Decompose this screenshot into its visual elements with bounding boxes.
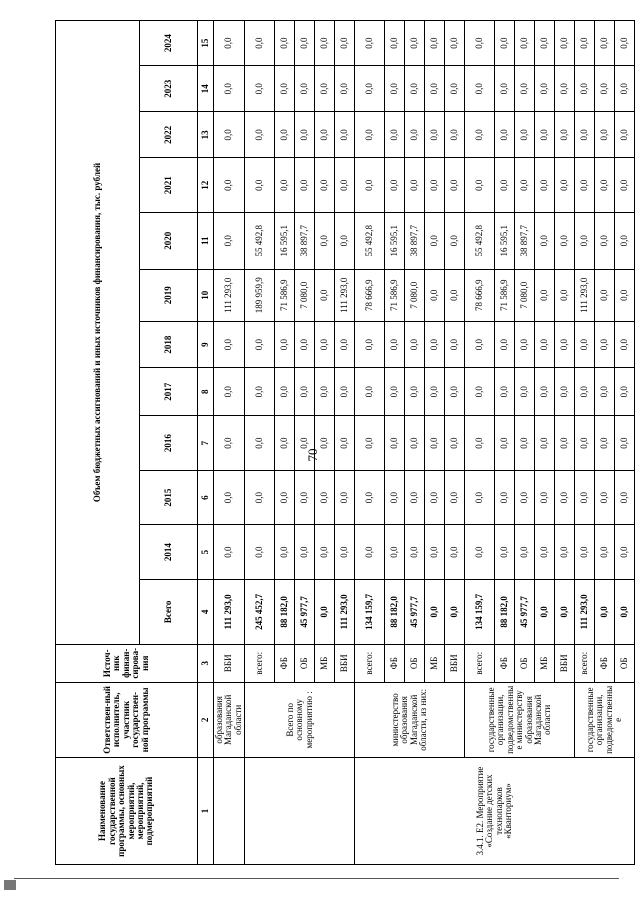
row-value-2018: 0,0 [385,322,405,368]
row-value-2021: 0,0 [575,158,595,213]
row-value-2018: 0,0 [615,322,635,368]
row-value-2021: 0,0 [315,158,335,213]
rotated-table-wrapper [55,20,635,865]
row-value-2016: 0,0 [555,416,575,471]
row-source: ФБ [385,644,405,682]
row-value-2015: 0,0 [445,470,465,525]
row-value-2024: 0,0 [515,21,535,66]
row-value-2016: 0,0 [425,416,445,471]
row-value-2014: 0,0 [245,525,275,580]
row-value-2019: 0,0 [445,269,465,321]
row-value-2023: 0,0 [575,66,595,112]
row-value-2019: 78 666,9 [355,269,385,321]
row-source: МБ [315,644,335,682]
row-value-2015: 0,0 [595,470,615,525]
row-value-2016: 0,0 [385,416,405,471]
row-value-2023: 0,0 [515,66,535,112]
row-value-2024: 0,0 [405,21,425,66]
row-value-2018: 0,0 [495,322,515,368]
row-source: ОБ [615,644,635,682]
row-value-2016: 0,0 [535,416,555,471]
row-value-2021: 0,0 [465,158,495,213]
row-value-2017: 0,0 [405,368,425,416]
row-value-2019: 111 293,0 [335,269,355,321]
row-value-2015: 0,0 [405,470,425,525]
row-value-2019: 7 080,0 [515,269,535,321]
row-value-2020: 0,0 [315,212,335,269]
header-total: Всего [140,579,198,644]
row-value-2018: 0,0 [535,322,555,368]
row-value-2020: 38 897,7 [295,212,315,269]
column-number: 15 [198,21,214,66]
row-value-2022: 0,0 [315,112,335,158]
row-value-2022: 0,0 [495,112,515,158]
row-value-2017: 0,0 [515,368,535,416]
row-value-2017: 0,0 [555,368,575,416]
row-value-2021: 0,0 [245,158,275,213]
row-value-2015: 0,0 [515,470,535,525]
row-value-2022: 0,0 [405,112,425,158]
row-source: ФБ [595,644,615,682]
row-value-2024: 0,0 [355,21,385,66]
column-number: 13 [198,112,214,158]
row-value-2020: 0,0 [575,212,595,269]
row-value-2024: 0,0 [315,21,335,66]
row-value-2024: 0,0 [615,21,635,66]
row-value-2022: 0,0 [214,112,245,158]
row-value-2014: 0,0 [555,525,575,580]
row-value-2019: 0,0 [615,269,635,321]
row-value-2016: 0,0 [595,416,615,471]
row-value-2022: 0,0 [275,112,295,158]
row-total: 45 977,7 [295,579,315,644]
row-value-2014: 0,0 [465,525,495,580]
row-value-2020: 55 492,8 [355,212,385,269]
row-value-2021: 0,0 [555,158,575,213]
row-value-2024: 0,0 [295,21,315,66]
row-executor: государственные организации, подведомственные [575,682,635,757]
row-value-2022: 0,0 [445,112,465,158]
row-executor: Всего по основному мероприятию : [245,682,355,757]
row-value-2017: 0,0 [425,368,445,416]
row-value-2017: 0,0 [575,368,595,416]
header-year-2016: 2016 [140,416,198,471]
scan-edge-line [14,878,619,879]
row-value-2014: 0,0 [214,525,245,580]
funding-table [55,20,635,865]
row-total: 45 977,7 [515,579,535,644]
row-value-2021: 0,0 [615,158,635,213]
row-value-2020: 0,0 [445,212,465,269]
row-total: 0,0 [615,579,635,644]
row-total: 45 977,7 [405,579,425,644]
row-value-2024: 0,0 [214,21,245,66]
row-value-2014: 0,0 [445,525,465,580]
row-value-2014: 0,0 [615,525,635,580]
row-value-2017: 0,0 [495,368,515,416]
column-number: 6 [198,470,214,525]
row-value-2021: 0,0 [445,158,465,213]
header-year-2015: 2015 [140,470,198,525]
row-value-2016: 0,0 [355,416,385,471]
row-value-2022: 0,0 [555,112,575,158]
row-value-2021: 0,0 [405,158,425,213]
header-year-2017: 2017 [140,368,198,416]
row-value-2019: 78 666,9 [465,269,495,321]
row-source: ВБИ [555,644,575,682]
row-total: 0,0 [445,579,465,644]
row-value-2020: 0,0 [214,212,245,269]
row-value-2024: 0,0 [495,21,515,66]
row-value-2017: 0,0 [445,368,465,416]
row-value-2024: 0,0 [465,21,495,66]
row-value-2019: 111 293,0 [575,269,595,321]
row-value-2016: 0,0 [275,416,295,471]
row-value-2023: 0,0 [214,66,245,112]
row-value-2023: 0,0 [275,66,295,112]
row-value-2015: 0,0 [355,470,385,525]
row-value-2020: 0,0 [615,212,635,269]
row-value-2023: 0,0 [555,66,575,112]
row-value-2024: 0,0 [425,21,445,66]
row-value-2016: 0,0 [495,416,515,471]
column-number: 14 [198,66,214,112]
row-value-2022: 0,0 [335,112,355,158]
column-number: 11 [198,212,214,269]
row-value-2017: 0,0 [295,368,315,416]
row-total: 134 159,7 [355,579,385,644]
row-total: 88 182,0 [275,579,295,644]
row-value-2017: 0,0 [355,368,385,416]
row-total: 111 293,0 [214,579,245,644]
row-value-2020: 0,0 [335,212,355,269]
row-value-2019: 111 293,0 [214,269,245,321]
header-funding-group: Объем бюджетных ассигнований и иных источников финансирования, тыс. рублей [56,21,140,645]
row-value-2018: 0,0 [275,322,295,368]
row-source: МБ [425,644,445,682]
column-number-row [198,21,214,865]
row-value-2016: 0,0 [335,416,355,471]
row-name [214,758,245,865]
row-value-2022: 0,0 [515,112,535,158]
row-value-2020: 16 595,1 [385,212,405,269]
row-value-2023: 0,0 [535,66,555,112]
row-value-2019: 0,0 [535,269,555,321]
column-number: 9 [198,322,214,368]
row-value-2017: 0,0 [595,368,615,416]
row-value-2015: 0,0 [295,470,315,525]
row-value-2015: 0,0 [425,470,445,525]
table-row [355,21,385,865]
row-value-2016: 0,0 [405,416,425,471]
row-value-2024: 0,0 [595,21,615,66]
row-value-2022: 0,0 [245,112,275,158]
row-value-2017: 0,0 [615,368,635,416]
row-value-2024: 0,0 [445,21,465,66]
header-executor: Ответствен-ный исполнитель, участник государствен-ной программы [56,682,198,757]
row-total: 134 159,7 [465,579,495,644]
row-name: 3.4.1. Е2. Мероприятие «Создание детских технопарков «Кванториум» [355,758,635,865]
row-value-2019: 7 080,0 [295,269,315,321]
row-source: всего: [355,644,385,682]
row-total: 0,0 [425,579,445,644]
row-value-2022: 0,0 [465,112,495,158]
row-value-2016: 0,0 [515,416,535,471]
row-value-2021: 0,0 [355,158,385,213]
row-source: всего: [465,644,495,682]
row-value-2024: 0,0 [275,21,295,66]
column-number: 12 [198,158,214,213]
row-value-2022: 0,0 [425,112,445,158]
row-value-2020: 0,0 [425,212,445,269]
row-source: ВБИ [445,644,465,682]
row-total: 0,0 [595,579,615,644]
row-value-2022: 0,0 [385,112,405,158]
row-total: 111 293,0 [335,579,355,644]
column-number: 8 [198,368,214,416]
row-value-2018: 0,0 [315,322,335,368]
row-value-2022: 0,0 [295,112,315,158]
row-value-2023: 0,0 [315,66,335,112]
row-value-2023: 0,0 [385,66,405,112]
row-value-2014: 0,0 [295,525,315,580]
row-value-2023: 0,0 [405,66,425,112]
row-value-2023: 0,0 [615,66,635,112]
row-value-2021: 0,0 [295,158,315,213]
row-source: всего: [575,644,595,682]
row-value-2020: 0,0 [595,212,615,269]
row-value-2014: 0,0 [315,525,335,580]
row-value-2019: 189 959,9 [245,269,275,321]
row-name [245,758,355,865]
row-value-2016: 0,0 [295,416,315,471]
row-value-2016: 0,0 [315,416,335,471]
row-value-2023: 0,0 [465,66,495,112]
row-source: ОБ [405,644,425,682]
row-total: 88 182,0 [495,579,515,644]
row-total: 111 293,0 [575,579,595,644]
row-value-2020: 55 492,8 [245,212,275,269]
row-source: ФБ [275,644,295,682]
row-value-2015: 0,0 [575,470,595,525]
row-value-2016: 0,0 [465,416,495,471]
row-value-2018: 0,0 [425,322,445,368]
row-value-2020: 16 595,1 [495,212,515,269]
row-value-2022: 0,0 [535,112,555,158]
header-year-2020: 2020 [140,212,198,269]
row-value-2018: 0,0 [295,322,315,368]
row-value-2015: 0,0 [385,470,405,525]
row-value-2023: 0,0 [495,66,515,112]
row-source: ВБИ [214,644,245,682]
row-value-2014: 0,0 [515,525,535,580]
row-source: ОБ [515,644,535,682]
header-source: Источ-ник финан-сирова-ния [56,644,198,682]
row-value-2016: 0,0 [445,416,465,471]
row-value-2018: 0,0 [465,322,495,368]
row-executor: государственные организации, подведомственные министерству образования Магаданской области [465,682,575,757]
row-value-2018: 0,0 [595,322,615,368]
table-row [245,21,275,865]
row-total: 0,0 [535,579,555,644]
row-value-2016: 0,0 [214,416,245,471]
row-source: всего: [245,644,275,682]
row-value-2024: 0,0 [555,21,575,66]
header-year-2024: 2024 [140,21,198,66]
row-value-2019: 0,0 [315,269,335,321]
row-value-2014: 0,0 [275,525,295,580]
row-value-2017: 0,0 [385,368,405,416]
row-value-2020: 38 897,7 [515,212,535,269]
row-value-2021: 0,0 [595,158,615,213]
page-number: 70 [305,448,320,462]
row-value-2021: 0,0 [535,158,555,213]
row-total: 88 182,0 [385,579,405,644]
row-value-2023: 0,0 [295,66,315,112]
row-value-2018: 0,0 [245,322,275,368]
table-row [575,21,595,865]
row-value-2014: 0,0 [335,525,355,580]
row-value-2015: 0,0 [495,470,515,525]
row-value-2014: 0,0 [535,525,555,580]
row-value-2019: 0,0 [425,269,445,321]
row-value-2014: 0,0 [355,525,385,580]
row-value-2014: 0,0 [495,525,515,580]
header-name: Наименование государственной программы, основных мероприятий, мероприятий, подмероприятий [56,758,198,865]
row-value-2021: 0,0 [335,158,355,213]
row-value-2014: 0,0 [575,525,595,580]
row-value-2017: 0,0 [315,368,335,416]
row-source: ВБИ [335,644,355,682]
row-value-2019: 71 586,9 [385,269,405,321]
row-value-2015: 0,0 [555,470,575,525]
row-value-2022: 0,0 [355,112,385,158]
row-value-2016: 0,0 [575,416,595,471]
column-number: 1 [198,758,214,865]
row-value-2015: 0,0 [465,470,495,525]
row-value-2020: 0,0 [535,212,555,269]
header-year-2018: 2018 [140,322,198,368]
row-value-2023: 0,0 [245,66,275,112]
row-value-2023: 0,0 [335,66,355,112]
row-source: МБ [535,644,555,682]
row-value-2018: 0,0 [355,322,385,368]
row-value-2015: 0,0 [615,470,635,525]
table-body [214,21,635,865]
row-value-2022: 0,0 [575,112,595,158]
row-value-2017: 0,0 [335,368,355,416]
row-value-2015: 0,0 [315,470,335,525]
row-value-2021: 0,0 [385,158,405,213]
row-total: 245 452,7 [245,579,275,644]
row-value-2018: 0,0 [575,322,595,368]
row-value-2021: 0,0 [425,158,445,213]
row-value-2016: 0,0 [615,416,635,471]
row-value-2018: 0,0 [515,322,535,368]
table-row [465,21,495,865]
row-value-2023: 0,0 [355,66,385,112]
row-value-2014: 0,0 [385,525,405,580]
row-value-2021: 0,0 [515,158,535,213]
row-value-2021: 0,0 [495,158,515,213]
row-executor: образования Магаданской области [214,682,245,757]
header-year-2021: 2021 [140,158,198,213]
row-value-2019: 0,0 [555,269,575,321]
row-value-2014: 0,0 [595,525,615,580]
row-value-2019: 71 586,9 [495,269,515,321]
row-value-2020: 16 595,1 [275,212,295,269]
column-number: 7 [198,416,214,471]
row-total: 0,0 [555,579,575,644]
row-value-2015: 0,0 [275,470,295,525]
row-value-2017: 0,0 [214,368,245,416]
row-value-2017: 0,0 [535,368,555,416]
row-value-2018: 0,0 [214,322,245,368]
row-total: 0,0 [315,579,335,644]
row-value-2024: 0,0 [245,21,275,66]
row-value-2019: 71 586,9 [275,269,295,321]
column-number: 3 [198,644,214,682]
row-value-2022: 0,0 [595,112,615,158]
header-year-2014: 2014 [140,525,198,580]
table-row [214,21,245,865]
row-value-2015: 0,0 [335,470,355,525]
row-value-2015: 0,0 [214,470,245,525]
row-value-2024: 0,0 [575,21,595,66]
header-year-2019: 2019 [140,269,198,321]
row-value-2019: 0,0 [595,269,615,321]
column-number: 2 [198,682,214,757]
row-value-2018: 0,0 [405,322,425,368]
row-value-2024: 0,0 [385,21,405,66]
row-value-2023: 0,0 [425,66,445,112]
row-value-2017: 0,0 [465,368,495,416]
row-executor: министерство образования Магаданской области, из них: [355,682,465,757]
row-value-2024: 0,0 [535,21,555,66]
header-year-2022: 2022 [140,112,198,158]
row-value-2024: 0,0 [335,21,355,66]
row-value-2020: 0,0 [555,212,575,269]
row-source: ФБ [495,644,515,682]
row-value-2020: 38 897,7 [405,212,425,269]
row-value-2018: 0,0 [335,322,355,368]
row-value-2018: 0,0 [555,322,575,368]
row-value-2017: 0,0 [275,368,295,416]
row-value-2014: 0,0 [425,525,445,580]
header-year-2023: 2023 [140,66,198,112]
row-value-2016: 0,0 [245,416,275,471]
row-value-2022: 0,0 [615,112,635,158]
row-value-2017: 0,0 [245,368,275,416]
scan-corner-mark [4,880,16,890]
row-source: ОБ [295,644,315,682]
row-value-2015: 0,0 [245,470,275,525]
row-value-2014: 0,0 [405,525,425,580]
row-value-2023: 0,0 [445,66,465,112]
column-number: 4 [198,579,214,644]
row-value-2019: 7 080,0 [405,269,425,321]
row-value-2015: 0,0 [535,470,555,525]
row-value-2021: 0,0 [275,158,295,213]
row-value-2021: 0,0 [214,158,245,213]
row-value-2023: 0,0 [595,66,615,112]
column-number: 10 [198,269,214,321]
row-value-2020: 55 492,8 [465,212,495,269]
column-number: 5 [198,525,214,580]
row-value-2018: 0,0 [445,322,465,368]
